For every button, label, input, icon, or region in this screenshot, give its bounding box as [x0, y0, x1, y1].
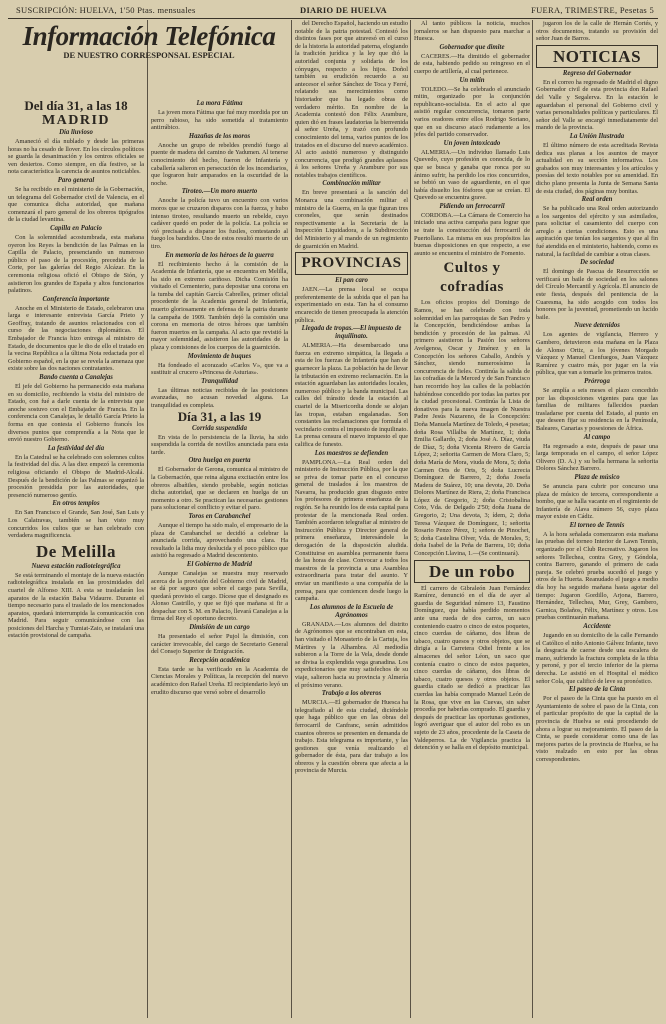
- article-body: En el correo ha regresado de Madrid el digno Gobernador civil de esta provincia don Rafael del Valle y Segalerva. En la estación le aguardaban el personal del Gobierno civil y varias personalidades políticas y particulares. El señor del Valle se encargó inmediatamente del mando de la provincia.: [536, 78, 658, 132]
- article-heading: Un joven intoxicado: [443, 139, 501, 147]
- article-body: Anoche en el Ministerio de Estado, celebraron una larga e interesante entrevista García Prieto y Geoffray, tratando de asuntos relacionados con el curso de las negociaciones diplomáticas. El Embajador de Francia hizo entrega al ministro de Estado, de documentos que le dio de ello el tratado en la vecina República a la última Nota redactada por el Gobierno español, en la que se revela la amenaza que existe sobre las dos naciones contratantes.: [8, 304, 144, 373]
- article-heading: Conferencia importante: [42, 295, 110, 303]
- article-heading: Tranquilidad: [201, 377, 238, 385]
- column-5: [536, 20, 658, 1019]
- newspaper-name: DIARIO DE HUELVA: [300, 5, 387, 15]
- article-heading: Pidiendo un ferrocarril: [439, 202, 505, 210]
- article-body: Aunque el tiempo ha sido malo, el empresario de la plaza de Carabanchel se decidió a celebrar la anunciada corrida, aprovechando una clara. Ha resultado la lidia muy deslucida y el poco público que asistió ha regresado a Madrid descontento.: [151, 521, 288, 560]
- article-body: MURCIA.—El gobernador de Huesca ha telegrafiado al de esta ciudad, diciéndole que haga público que en las obras del ferrocarril de Canfranc, serán admitidos cuantos obreros se presenten en demanda de trabajo. Esta telegrama es importante, y las gestiones que venía realizando el gobernador de ésta, para dar trabajo a los obreros y la cuestión obrera que afecta a la provincia de Murcia.: [295, 699, 408, 775]
- article-heading: Real orden: [581, 196, 613, 204]
- article-body: CACERES.—Ha dimitido el gobernador de esta, habiendo pedido su reingreso en el cuerpo de artillería, al cual pertenece.: [414, 52, 530, 75]
- article-heading: Plaza de músico: [574, 473, 620, 481]
- column-rule: [291, 20, 292, 1018]
- article-heading: Día lluvioso: [59, 129, 93, 136]
- article-heading: El pan caro: [335, 277, 368, 285]
- article-heading: Capilla en Palacio: [50, 224, 102, 232]
- dateline: Del día 31, a las 18: [24, 99, 128, 113]
- column-rule: [532, 20, 533, 1018]
- article-body: del Derecho Español, haciendo un estudio notable de la patria potestad. Contestó los distintos fases por que atravesó en el curso de la historia la autoridad paterna, elogiando la tradición jurídica y la ley que dió la autoridad conjunta y solidaria de los cónyuges, respecto a los hijos. Doñol también su erudición recuerdo a su antecesor el señor Sánchez de Toca y Ferré, relatando sus merecimientos como historiador que ha legado obras de verdadero mérito. En nombre de la Academia contestó don Félix Arambure, quien dió en frases laudatorias la bienvenida al señor Ureña, y trazó con profundo conocimiento del tema, varios puntos de los tratados en el discurso del nuevo académico. Al acto asistió numeroso y distinguido concurrencia, que prodigó grandes aplausos á los señores Ureña y Arambure por sus notables trabajos científicos.: [295, 20, 408, 179]
- article-heading: Accidente: [583, 623, 611, 630]
- article-heading: Toros en Carabanchel: [188, 512, 251, 520]
- article-heading: Hazañas de los moros: [188, 132, 251, 140]
- outside-price: FUERA, TRIMESTRE, Pesetas 5: [531, 5, 654, 15]
- column-2: [151, 99, 288, 1019]
- article-heading: Movimiento de buques: [187, 352, 252, 360]
- article-body: Al tanto públicos la noticia, muchos jornaleros se han dispuesto para marchar a Huesca.: [414, 20, 530, 43]
- article-heading: Nueva estación radiotelegráfica: [31, 562, 121, 570]
- article-body: Con la solemnidad acostumbrada, esta mañana oyeron los Reyes la bendición de las Palmas en la Capilla de Palacio, presenciando un numeroso público el paso de la procesión, precedida de la Corte, por las galerías del Regio Alcázar. En la ceremonia religiosa ofició el Obispo de Sión, y asistieron los grandes de España y altos funcionarios palatinos.: [8, 233, 144, 295]
- dateline: Día 31, a las 19: [177, 408, 262, 424]
- article-body: Se anuncia para cubrir por concurso una plaza de músico de tercera, correspondiente a bombo, que se halla vacante en el regimiento de Infantería de Alava número 56, cuyo plaza mayor existe en Cádiz.: [536, 482, 658, 521]
- article-heading: Llegada de tropas.—El impuesto de inquilinato.: [301, 325, 402, 341]
- article-body: El Gobernador de Gerona, comunica al ministro de la Gobernación, que reina alguna excitación entre los obreros albañiles, siendo probable, según noticias dicha autoridad, que se declaren en huelga de un momento a otro. Se practican las necesarias gestiones para solucionar el conflicto y evitar el paro.: [151, 466, 288, 512]
- article-body: ALMERIA.—Ha desembarcado una fuerza en extremo simpática, la llegada a esta de los fuerzas de Infantería que han de guarnecer la plaza. La población ha de llevar la tributación en extremo reclamación. En la estación aguardaban las autoridades locales, numeroso público y la banda municipal. Las calles del tránsito desde la estación al cuartel de la Misericordia donde se alojan las tropas, estaban engalanadas. Son constantes las reclamaciones que formula el vecindario contra el impuesto de inquilinato. La prensa censura el nuevo impuesto el que califica de funesto.: [295, 342, 408, 448]
- front-headline-block: [8, 20, 290, 98]
- article-heading: En memoria de los héroes de la guerra: [165, 251, 274, 259]
- article-heading: Dimisión de un cargo: [189, 624, 250, 632]
- article-heading: Trabajo a los obreros: [321, 690, 382, 698]
- article-heading: Los alumnos de la Escuela de Agrónomos: [309, 603, 394, 619]
- article-body: TOLEDO.—Se ha celebrado el anunciado mitin, organizado por la conjunción republicano-socialista. En el acto al que asistió regular concurrencia, tomaron parte varios oradores entre ellos Rodrigo Soriano, que en su discurso atacó rudamente a los jefes del partido conservador.: [414, 85, 530, 139]
- article-heading: La festividad del día: [47, 444, 105, 452]
- article-body: Se está terminando el montaje de la nueva estación radiotelegráfica instalada en las proximidades del cuartel de Alfonso XIII. A esta se trasladarán los aparatos de la estación Balsa Vidaurre. Durante el tiempo necesario para el traslado de los mencionados aparatos, quedará interrumpida la comunicación con Madrid. Para seguir comunicándose con las posiciones del Harcha y Tumiat-Zaio, se instalará una estación provisional de campaña.: [8, 571, 144, 640]
- article-body: Ha fondeado el acorazado «Carlos V», que va a sustituir al crucero «Princesa de Asturias».: [151, 361, 288, 377]
- article-heading: El Gobierno de Madrid: [186, 560, 253, 568]
- article-body: Aunque Canalejas se muestra muy reservado acerca de la provisión del Gobierno civil de Madrid, se dá por seguro que sobre el cargo para Sevilla, quedará provisto el cargo. Dícese que el designado es Alonso Castrillo, y que se fijó que mañana si fir a despachar con S. M. en Palacio, llevará Canalejas a la firma del Rey el oportuno decreto.: [151, 569, 288, 623]
- article-body: GRANADA.—Los alumnos del distrito de Agrónomos que se encontraban en esta, han visitado el Monasterio de la Cartuja, los Mártires y la Alhambra. Al mediodía subieron a la Torre de la Vela, desde donde se divisa la explendida vega granadina. Los expedicionarios que muy satisfechos de su viaje, salieron hacia su provincia y Almería el próximo verano.: [295, 620, 408, 689]
- article-body: Se amplía a seis meses el plazo concedido por las disposiciones vigentes para que las familias de militares fallecidos puedan trasladarse por cuenta del Estado, al punto en que deseen fijar su residencia en la Península, Baleares, Canarias y posesiones de África.: [536, 386, 658, 432]
- article-body: Por el paseo de la Cinta que ha puesto en el Ayuntamiento de sobre el paso de la Cinta, con el particular propósito de que la capital de la provincia de Huelva se está procediendo de ahora a lograr su mejoramiento. El paseo de la Cinta, se puede considerar como una de las mejores partes de la provincia de Huelva, se ha visto realzado en esto por las obras correspondientes.: [536, 695, 658, 763]
- city-header: MADRID: [41, 113, 111, 128]
- page-title: Información Telefónica: [22, 21, 276, 51]
- column-rule: [147, 20, 148, 1018]
- article-heading: Combinación militar: [322, 180, 381, 188]
- article-body: Anoche la policía tuvo un encuentro con varios moros que se cruzaron disparos con la fuerza, y hubo intenso tiroteo, resultando muerto un rebelde, cuyo cadáver quedó en poder de la policía. La policía se vió precisada a disparar los fusiles, contestando al fuego los bandidos. Uno de estos resultó muerto de un tiro.: [151, 197, 288, 250]
- article-body: Anoche un grupo de rebeldes prendió fuego al puente de madera del camino de Yadumen. Al tenerse conocimiento del hecho, fueron de Infantería y caballería salieron en persecución de los incendiarios, que lograron huir amparados en la oscuridad de la noche.: [151, 141, 288, 187]
- article-body: La joven mora Fátima que fué muy mordida por un perro rabioso, ha sido sometida al tratamiento antirrábico.: [151, 109, 288, 132]
- section-header-melilla: De Melilla: [35, 541, 117, 561]
- column-rule: [410, 20, 411, 1018]
- article-body: El domingo de Pascua de Resurrección se verificará un baile de sociedad en los salones del Círculo Mercantil y Agrícola. El anuncio de este fiesta, después del penitencia de la Cuaresma, ha sido acogido con todos los honores por la juventud, prometiendo un lucido baile.: [536, 268, 658, 321]
- article-body: Los agentes de vigilancia, Herrero y Gambero, detuvieron esta mañana en la Plaza de Alonso Ortiz, a los jóvenes Morgado Vázquez y Manuel Cienfuegos, Juan Vázquez Ramírez y cuatro más, por jugar en la vía pública, que van a tomarle los primeros tratos.: [536, 331, 658, 377]
- article-heading: En otros templos: [52, 500, 100, 508]
- article-heading: Al campo: [583, 433, 611, 441]
- article-body: En San Francisco el Grande, San José, San Luis y Los Calatravas, también se han visto muy concurridos los cultos que se han celebrado con verdadera magnificencia.: [8, 509, 144, 540]
- article-heading: Recepción académica: [189, 656, 250, 664]
- article-body: El jefe del Gobierno ha permanecido esta mañana en su domicilio, recibiendo la visita del ministro de Estado, con fué a darle cuenta de la entrevista que anoche sostuvo con el Embajador de Francia. En la conferencia con Canalejas, le detalló García Prieto la forma en que contesta el Gobierno francés los diversos puntos que comprendía a la Nota que le envió nuestro Gobierno.: [8, 383, 144, 444]
- article-heading: Corrida suspendida: [192, 424, 247, 432]
- page-subtitle: DE NUESTRO CORRESPONSAL ESPECIAL: [63, 50, 235, 60]
- masthead: [8, 4, 658, 19]
- article-body: Ha regresado a este, después de pasar una larga temporada en el campo, el señor López Olivero (D. A.) y su bella hermana la señorita Dolores Sánchez Barrero.: [536, 442, 658, 473]
- section-header-robo: De un robo: [414, 560, 530, 583]
- article-body: Las últimas noticias recibidas de las posiciones avanzadas, no acusan novedad alguna. La tranquilidad es completa.: [151, 386, 288, 409]
- article-heading: Paro general: [57, 176, 95, 184]
- column-1: [8, 99, 144, 1019]
- article-body: Amaneció el día nublado y desde las primeras horas no ha cesado de llover. En los círculos políticos se guarda la desanimación y los centros oficiales se ven desiertos. Como siempre, en día festivo, se la nota característica la carencia de asuntos noticiables.: [8, 138, 144, 176]
- article-heading: Los maestros se defienden: [314, 449, 389, 457]
- article-heading: La Unión Ilustrada: [569, 132, 625, 140]
- article-heading: Gobernador que dimite: [439, 43, 505, 51]
- column-4: [414, 20, 530, 1019]
- article-heading: El paseo de la Cinta: [568, 686, 626, 694]
- subscription-price: SUSCRIPCIÓN: HUELVA, 1'50 Ptas. mensuales: [16, 5, 196, 15]
- article-heading: El torneo de Tennis: [569, 521, 625, 529]
- article-body: El último número de esta acreditada Revista dedica sus planas a los asuntos de mayor actualidad en su sección informativa. Los grabados son muy interesantes y los artículos y poesías del texto notables por su amenidad. En dicho plano presenta la Junta de Semana Santa de esta ciudad, dos páginas muy bonitas.: [536, 141, 658, 195]
- article-body: El recibimiento hecho á la comisión de la Academia de Infantería, que se encuentra en Melilla, ha sido en extremo cariñoso. Dicha Comisión ha visitado el Cementerio, para depositar una corona en la tumba del capitán García Cabrelles, primer oficial procedente de la Academia general de Infantería, muerto gloriosamente en defensa de la patria durante la campaña de 1909. También dejó la comisión una corona en memoria de otros héroes que también fueron muertos en la campaña. Al acto que revistió la mayor solemnidad, asistieron las autoridades de la plaza y comisiones de los cuerpos de la guarnición.: [151, 260, 288, 352]
- article-body: El carrero de Gibraleón Juan Fernández Ramírez, denunció en el día de ayer al guardia de Seguridad número 13, Faustino Domínguez, que había perdido momentos ante una rueda de dos carros, un saco conteniendo cuatro o cinco de estos poquetes, cinco cuerdas de cáñamo, dos libras de tabaco, cuatro quesos y otros objetos, que se dirigía a la Carretera Odiel frente a los almacenes del señor Léon, un saco que contenía cuatro o cinco de estos paquetes, cinco cuerdas de cáñamo, dos libras de tabaco, cuatro quesos y otros objetos. El guardia citado se dedicó a practicar las cuerdas las había comprado Manuel León de la Rosa, que vive en las Cuevas, sin saber procedía por haberlas comprado. El guardia y después de practicar las oportunas gestiones, logró averiguar que el autor del robo es un sujeto de 23 años, procedente de la Caseta de Valdeperros. La de Vigilancia practica la detención y se halla en el depósito municipal.: [414, 584, 530, 752]
- article-body: Los oficios propios del Domingo de Ramos, se han celebrado con toda solemnidad en las parroquias de San Pedro y la Concepción, bendiciéndose ambas la bendición y procesión de las palmas. Al primero asistieron la Pasión los señores Avelgenoa, Oscar y Jiménez y en la Concepción los señores Caballo, Andrés y Sánchez, siendo numerosísimo la concurrencia de fieles. Continúa la salida de las cofradías de la Merced y de San Francisco han recorrido hoy las calles de la población habiéndose concedido por todas las partes por la ciudad procesional. Continúa la Lista de donativos para la nueva imagen de Nuestra Padre Jesús Nazareno, de la Concepción: Doña Manuela Martínez de Toledo, 4 pesetas; doña Rosa Villalba de Martínez, 1; doña Emilia Gallardo, 2; doña José A. Díaz, viuda de Díaz, 5; doña Vicenta Rivero de García López, 2; señorita Carmen de Mora Claro, 5; doña María de Mora, viuda de Mora, 5; doña Carmen Orts de Orts, 5; doña Lucrecia Domínguez de Barrero, 2; doña Josefa Madera de Suárez, 10; una devota, 20. Doña Dolores Martínez de Riera, 2; doña Francisca López de Gregorio, 2; doña Cristobalina Coto, Vda. de Delgado 2'50; doña Juana de Gregorio, 2; Una devota, 3; ídem, 2; doña Teresa Vázquez de Domínguez, 1; señorita Rosario Penzo Pérez, 1; señora de Pinochet, 5; doña Castelina Olver, Vda. de Morales, 5; doña Isabel de la Peña de Barrera, 10; doña Concepción Llavina, 1.—(Se continuará).: [414, 299, 530, 558]
- column-3: [295, 20, 408, 1019]
- article-heading: De sociedad: [580, 259, 614, 267]
- article-body: En breve presentará a la sanción del Monarca una combinación militar el ministro de la Guerra, en la que figuran tres coroneles, que serán destinados respectivamente a la Secretaría de la Inspección Liquidadora, a la Subdirección del Ministerio y al mando de un regimiento de guarnición en Madrid.: [295, 189, 408, 250]
- article-body: En vista de lo persistencia de la lluvia, ha sido suspendida la corrida de novillos anunciada para esta tarde.: [151, 433, 288, 456]
- article-body: ALMERIA.—Un individuo llamado Luis Quevedo, cuyo profesión es conocida, de lo que se busca y ganaba que ronca por su ánimo sufrir, ha perdido los rios concurridos, se bebió un vaso de aguardiente, en el que había disuelto los fósforos que se creían. El Quevedo se encuentra grave.: [414, 148, 530, 202]
- article-body: Esta tarde se ha verificado en la Academia de Ciencias Morales y Políticas, la recepción del nuevo académico don Rafael Ureña. El recipiendario leyó un erudito discurso que versó sobre el desarrollo: [151, 665, 288, 696]
- article-body: A la hora señalada comenzaron esta mañana las pruebas del torneo Interior de Lawn Tennis, organizado por el Club Recreativo. Jugaron los señores Tellechea, contra Grey, y Góndola, contra Barrero, ganando el primero de cada pareja. Se celebró prueba sucedió el juego y otros de la Huerta. Reanudado el juego a medio día hoy ha seguido mañana hasta agotar del tiempo: Jugaron Gordillo, Arjona, Barrero, Hernández, Tellechea, Mur, Grey, Gambero, Garnica, Bolaños, Félix, Martínez y otros. Los pruebas continuarán mañana.: [536, 530, 658, 622]
- article-heading: Bando cuenta a Canalejas: [39, 374, 113, 382]
- article-body: Se ha publicado una Real orden autorizando a los sargentos del ejército y sus asimilados, para solicitar el casamiento del cuerpo con arreglo a ciertas condiciones. Esto es una aspiración que tenían los sargentos y que al fin fué atendida en el ministerio, habiendo, como es natural, la facilidad de cambiar a otras clases.: [536, 205, 658, 258]
- article-heading: Nueve detenidos: [574, 322, 620, 330]
- article-body: jugaron los de la calle de Hernán Cortés, y otros documentos, tratando su provisión del señor Juan de Barros.: [536, 20, 658, 43]
- article-body: PAMPLONA.—La Real orden del ministerio de Instrucción Pública, por la que se priva de tomar parte en el concurso general de traslados á los maestros de Navarra, ha producido gran disgusto entre los profesores de primera enseñanza de la región. Se ha reunido los de esta capital para protestar de la mencionada Real orden. También acordaron telegrafiar al ministro de Instrucción Pública y Director general de primera enseñanza, interesándole la derogación de la disposición aludida. Constituirse en asamblea permanente fuera de las horas de clase. Convocar a todos los maestros de la provincia a una Asamblea extraordinaria para tratar del asunto. Y enviar un manifiesto a una compañía de la prensa, para que comiencen desde luego la campaña.: [295, 458, 408, 603]
- article-body: Se ha recibido en el ministerio de la Gobernación, un telegrama del Gobernador civil de Valencia, en el que comunica dicha autoridad, que mañana comenzará el paro general de los obreros tipógrafos de la ciudad levantina.: [8, 185, 144, 224]
- article-heading: Otra huelga en puerta: [188, 457, 251, 465]
- article-heading: Un mitin: [459, 76, 485, 84]
- section-header-cultos: Cultos y cofradías: [440, 260, 504, 296]
- article-body: JAEN.—La prensa local se ocupa preferentemente de la subida que el pan ha experimentado en esta. Tan ha el consumo encarecido de tienen preocupada la atención pública.: [295, 286, 408, 324]
- article-heading: Prórroga: [584, 377, 610, 385]
- article-body: Ha presentado el señor Pujol la dimisión, con carácter irrevocable, del cargo de Secretario General del Consejo Superior de Emigración.: [151, 633, 288, 656]
- section-header-provincias: PROVINCIAS: [295, 252, 408, 275]
- article-body: CORDOBA.—La Cámara de Comercio ha iniciado una activa campaña para lograr que se trate la construcción del ferrocarril de Puertollano. La misma en sus propósitos las buenas disposiciones en que respecto, a ese asunto se encuentra el ministro de Fomento.: [414, 211, 530, 257]
- article-heading: Regreso del Gobernador: [562, 69, 632, 77]
- article-body: En la Catedral se ha celebrado con solemnes cultos la festividad del día. A las diez empezó la ceremonia religiosa oficiando el Obispo de Madrid-Alcalá. Después de la bendición de las Palmas se organizó la procesión presidida por las autoridades, que presenció numeroso gentío.: [8, 453, 144, 499]
- section-header-noticias: NOTICIAS: [536, 45, 658, 68]
- article-body: Jugando en su domicilio de la calle Fernando el Católico el niño Antonio Gálvez Infante, tuvo la desgracia de caerse desde una escalera de mano, sufriendo la fractura completa de la tibia y peroné, y por el tercio inferior de la pierna derecha. Le asistió en el Hospital el médico señor Cola, que calificó de leve su pronóstico.: [536, 632, 658, 685]
- article-heading: La mora Fátima: [196, 100, 243, 107]
- article-heading: Tiroteo.—Un moro muerto: [181, 188, 258, 196]
